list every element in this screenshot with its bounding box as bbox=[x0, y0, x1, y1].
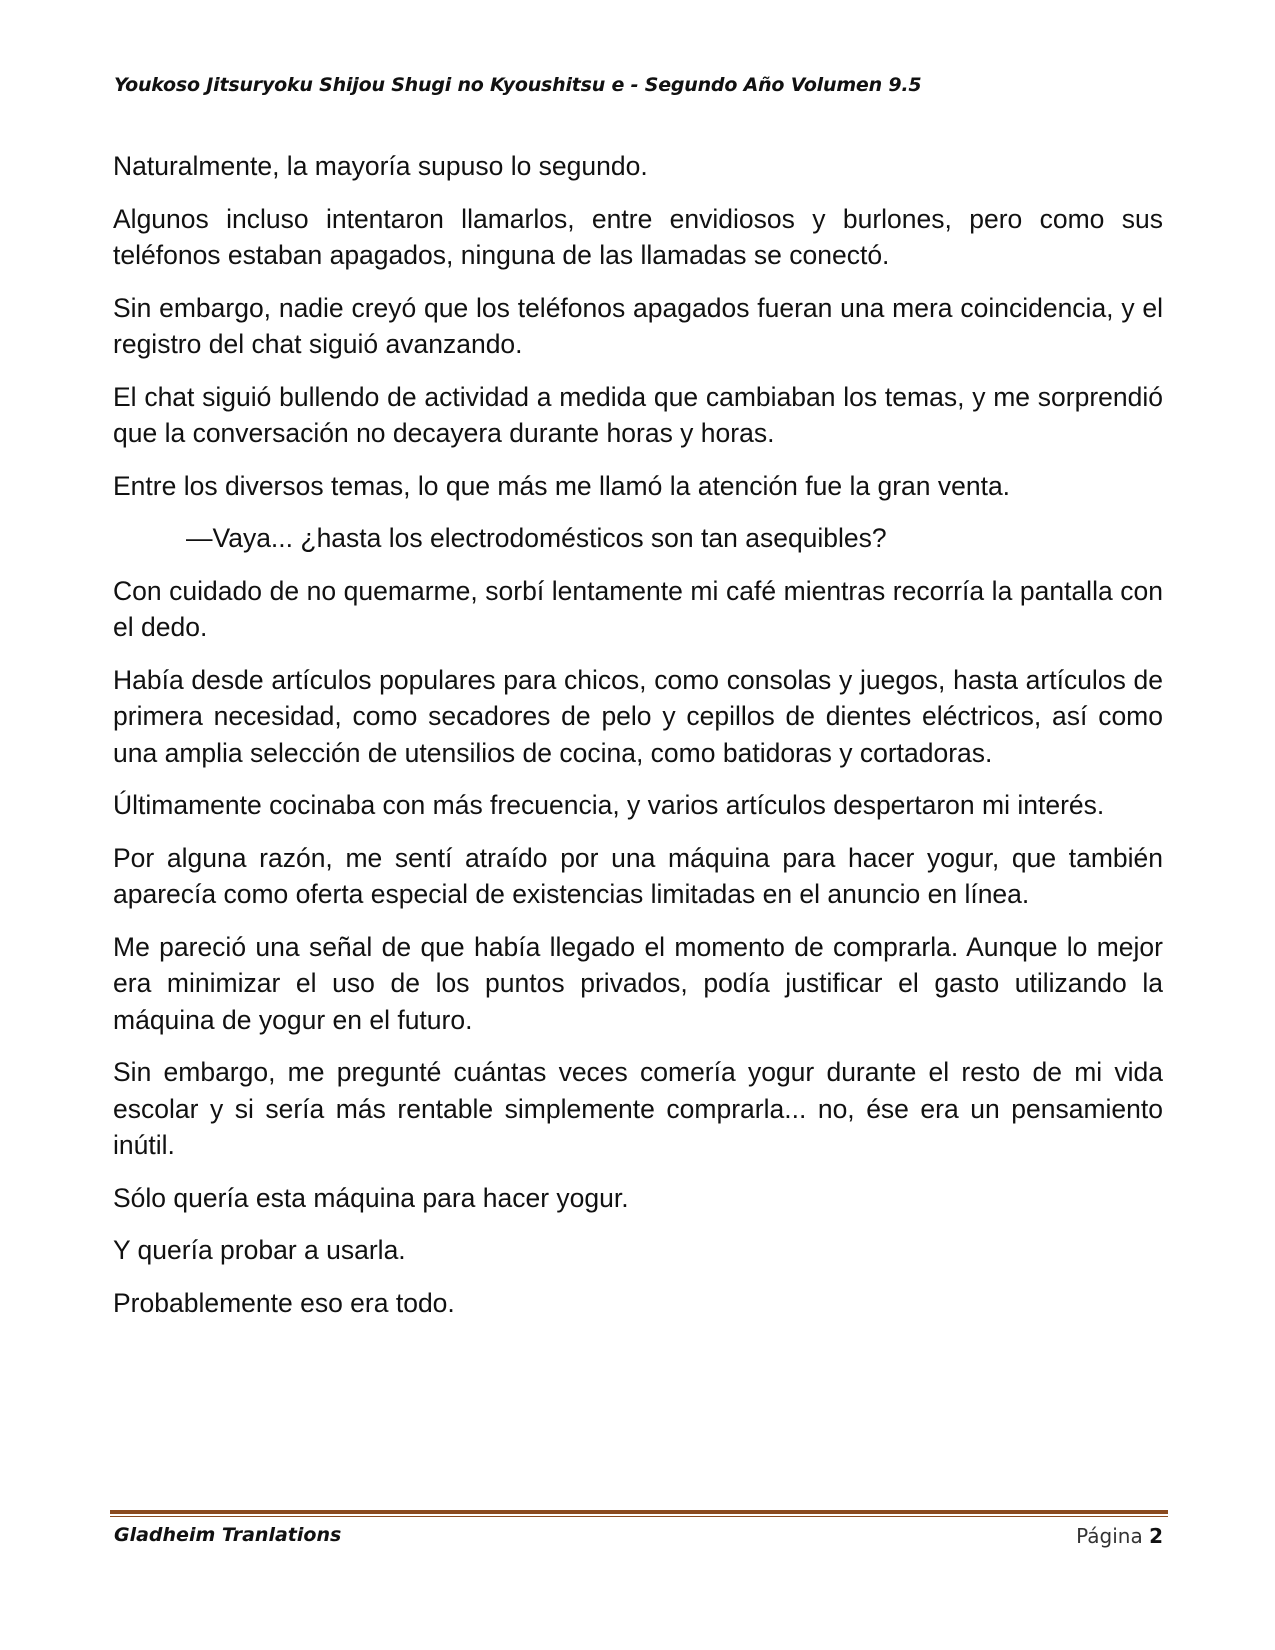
page-number-block bbox=[1076, 1524, 1163, 1548]
paragraph: Sin embargo, nadie creyó que los teléfonos apagados fueran una mera coincidencia, y el registro del chat siguió avanzando. bbox=[113, 292, 1163, 359]
paragraph: Me pareció una señal de que había llegado el momento de comprarla. Aunque lo mejor era minimizar el uso de los puntos privados, podía justificar el gasto utilizando la máquina de yogur en el futuro. bbox=[113, 931, 1163, 1035]
footer-divider-thin bbox=[110, 1516, 1168, 1517]
paragraph: Naturalmente, la mayoría supuso lo segundo. bbox=[113, 151, 648, 181]
page-label: Página bbox=[1076, 1524, 1143, 1548]
paragraph: Sólo quería esta máquina para hacer yogur. bbox=[113, 1182, 629, 1213]
paragraph: Había desde artículos populares para chicos, como consolas y juegos, hasta artículos de primera necesidad, como secadores de pelo y cepillos de dientes eléctricos, así como una amplia selección de utensilios de cocina, como batidoras y cortadoras. bbox=[113, 664, 1163, 768]
paragraph: Probablemente eso era todo. bbox=[113, 1287, 455, 1318]
footer-divider bbox=[110, 1510, 1168, 1514]
running-header: Youkoso Jitsuryoku Shijou Shugi no Kyoushitsu e - Segundo Año Volumen 9.5 bbox=[114, 74, 922, 96]
paragraph: Algunos incluso intentaron llamarlos, entre envidiosos y burlones, pero como sus teléfonos estaban apagados, ninguna de las llamadas se conectó. bbox=[113, 203, 1163, 270]
paragraph: Entre los diversos temas, lo que más me llamó la atención fue la gran venta. bbox=[113, 470, 1011, 501]
paragraph: Por alguna razón, me sentí atraído por una máquina para hacer yogur, que también aparecía como oferta especial de existencias limitadas en el anuncio en línea. bbox=[113, 842, 1163, 909]
footer-translator: Gladheim Tranlations bbox=[114, 1524, 342, 1546]
page-number: 2 bbox=[1149, 1524, 1163, 1548]
dialogue-line: —Vaya... ¿hasta los electrodomésticos son tan asequibles? bbox=[186, 523, 887, 553]
paragraph: Con cuidado de no quemarme, sorbí lentamente mi café mientras recorría la pantalla con el dedo. bbox=[113, 575, 1163, 642]
body-text bbox=[113, 148, 1163, 1337]
paragraph: El chat siguió bullendo de actividad a medida que cambiaban los temas, y me sorprendió que la conversación no decayera durante horas y horas. bbox=[113, 381, 1163, 448]
paragraph: Sin embargo, me pregunté cuántas veces comería yogur durante el resto de mi vida escolar y si sería más rentable simplemente comprarla... no, ése era un pensamiento inútil. bbox=[113, 1057, 1163, 1160]
paragraph: Y quería probar a usarla. bbox=[113, 1235, 406, 1265]
paragraph: Últimamente cocinaba con más frecuencia, y varios artículos despertaron mi interés. bbox=[113, 790, 1105, 820]
